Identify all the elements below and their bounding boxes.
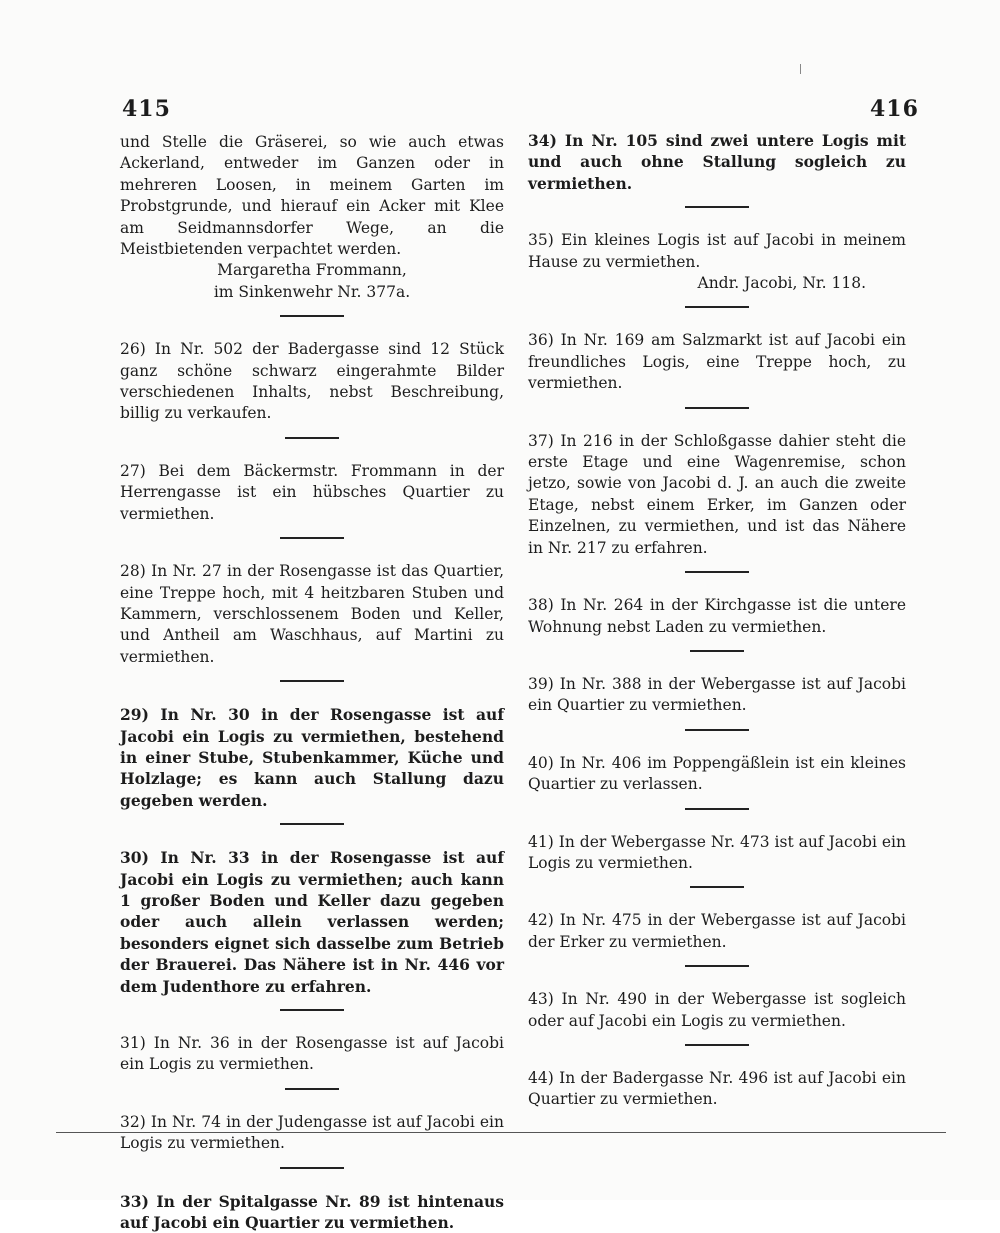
entry-37: 37) In 216 in der Schloßgasse dahier steht die erste Etage und eine Wagenremise, schon jetzo, sowie von Jacobi d. J. an auch die zweite Etage, nebst einem Erker, im Ganzen oder Einzelnen, zu vermiethen, und ist das Nähere in Nr. 217 zu erfahren. xyxy=(528,431,906,557)
page-number-left: 415 xyxy=(122,96,171,122)
entry-35-signature: Andr. Jacobi, Nr. 118. xyxy=(697,274,866,293)
entry-41: 41) In der Webergasse Nr. 473 ist auf Jacobi ein Logis zu vermiethen. xyxy=(528,832,906,872)
separator-rule xyxy=(690,886,744,888)
entry-42: 42) In Nr. 475 in der Webergasse ist auf Jacobi der Erker zu vermiethen. xyxy=(528,911,906,951)
separator-rule xyxy=(685,407,749,409)
signature-name: Margaretha Frommann, xyxy=(217,261,407,280)
separator-rule xyxy=(685,965,749,967)
separator-rule xyxy=(685,808,749,810)
margin-mark xyxy=(800,64,801,74)
separator-rule xyxy=(685,206,749,208)
entry-34: 34) In Nr. 105 sind zwei untere Logis mit und auch ohne Stallung sogleich zu vermiethen. xyxy=(528,131,906,193)
separator-rule xyxy=(690,650,744,652)
entry-28: 28) In Nr. 27 in der Rosengasse ist das Quartier, eine Treppe hoch, mit 4 heitzbaren Stuben und Kammern, verschlossenem Boden und Keller, und Antheil am Waschhaus, auf Martini zu vermiethen. xyxy=(120,562,504,666)
separator-rule xyxy=(685,1044,749,1046)
separator-rule xyxy=(280,1167,344,1169)
separator-rule xyxy=(685,729,749,731)
separator-rule xyxy=(280,1009,344,1011)
entry-30: 30) In Nr. 33 in der Rosengasse ist auf Jacobi ein Logis zu vermiethen; auch kann 1 großer Boden und Keller dazu gegeben oder auch allein verlassen werden; besonders eignet sich dasselbe zum Betrieb der Brauerei. Das Nähere ist in Nr. 446 vor dem Judenthore zu erfahren. xyxy=(120,848,504,996)
separator-rule xyxy=(280,680,344,682)
entry-44: 44) In der Badergasse Nr. 496 ist auf Jacobi ein Quartier zu vermiethen. xyxy=(528,1068,906,1109)
entry-31: 31) In Nr. 36 in der Rosengasse ist auf Jacobi ein Logis zu vermiethen. xyxy=(120,1034,504,1074)
entry-38: 38) In Nr. 264 in der Kirchgasse ist die untere Wohnung nebst Laden zu vermiethen. xyxy=(528,596,906,636)
entry-36: 36) In Nr. 169 am Salzmarkt ist auf Jacobi ein freundliches Logis, eine Treppe hoch, zu vermiethen. xyxy=(528,331,906,393)
separator-rule xyxy=(285,1088,339,1090)
entry-26: 26) In Nr. 502 der Badergasse sind 12 Stück ganz schöne schwarz eingerahmte Bilder verschiedenen Inhalts, nebst Beschreibung, billig zu verkaufen. xyxy=(120,340,504,423)
entry-39: 39) In Nr. 388 in der Webergasse ist auf Jacobi ein Quartier zu vermiethen. xyxy=(528,674,906,715)
entry-35: 35) Ein kleines Logis ist auf Jacobi in meinem Hause zu vermiethen. xyxy=(528,231,906,271)
entry-33: 33) In der Spitalgasse Nr. 89 ist hintenaus auf Jacobi ein Quartier zu vermiethen. xyxy=(120,1191,504,1233)
separator-rule xyxy=(280,537,344,539)
entry-29: 29) In Nr. 30 in der Rosengasse ist auf Jacobi ein Logis zu vermiethen, bestehend in einer Stube, Stubenkammer, Küche und Holzlage; es kann auch Stallung dazu gegeben werden. xyxy=(120,705,504,810)
separator-rule xyxy=(280,823,344,825)
page-number-right: 416 xyxy=(870,96,919,122)
entry-25-continuation: und Stelle die Gräserei, so wie auch etwas Ackerland, entweder im Ganzen oder in mehreren Loosen, in meinem Garten im Probstgrunde, und hierauf ein Acker mit Klee am Seidmannsdorfer Wege, an die Meistbietenden verpachtet werden. xyxy=(120,133,504,259)
entry-27: 27) Bei dem Bäckermstr. Frommann in der Herrengasse ist ein hübsches Quartier zu vermiethen. xyxy=(120,461,504,523)
entry-32: 32) In Nr. 74 in der Judengasse ist auf Jacobi ein Logis zu vermiethen. xyxy=(120,1112,504,1153)
page-edge-line xyxy=(56,1132,946,1133)
signature-place: im Sinkenwehr Nr. 377a. xyxy=(213,282,411,301)
separator-rule xyxy=(685,306,749,308)
left-column xyxy=(120,132,504,1233)
entry-40: 40) In Nr. 406 im Poppengäßlein ist ein kleines Quartier zu verlassen. xyxy=(528,753,906,794)
right-column xyxy=(528,130,906,1111)
separator-rule xyxy=(685,571,749,573)
separator-rule xyxy=(285,437,339,439)
separator-rule xyxy=(280,315,344,317)
entry-43: 43) In Nr. 490 in der Webergasse ist sogleich oder auf Jacobi ein Logis zu vermiethen. xyxy=(528,990,906,1030)
